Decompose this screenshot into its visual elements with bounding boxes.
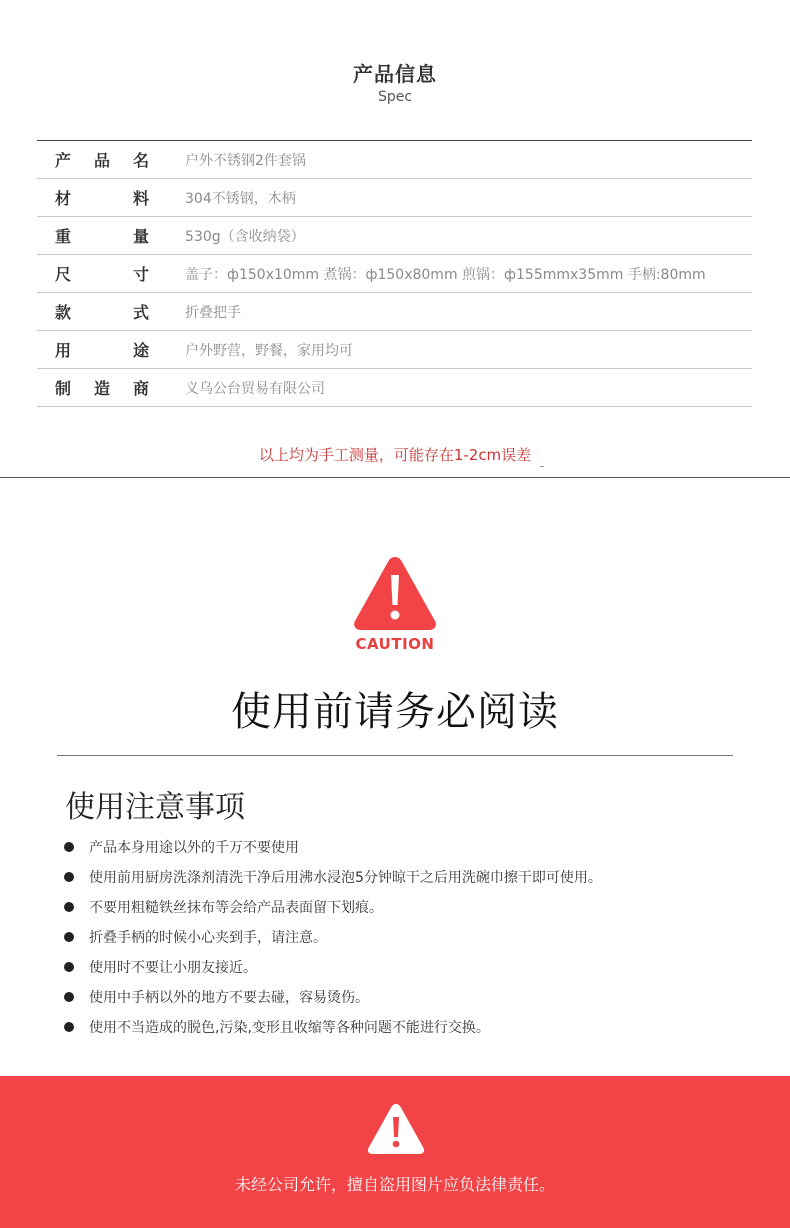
warning-triangle-icon <box>351 553 439 633</box>
decorative-dash <box>540 466 544 467</box>
note-text: 使用时不要让小朋友接近。 <box>89 960 257 976</box>
spec-value: 304不锈钢，木柄 <box>185 190 296 207</box>
bullet-icon <box>64 992 74 1002</box>
list-item <box>64 862 602 892</box>
spec-subtitle: Spec <box>377 89 413 105</box>
spec-table <box>37 140 752 407</box>
footer-banner <box>0 1076 790 1228</box>
note-text: 使用前用厨房洗涤剂清洗干净后用沸水浸泡5分钟晾干之后用洗碗巾擦干即可使用。 <box>89 870 602 886</box>
list-item <box>64 982 602 1012</box>
bullet-icon <box>64 962 74 972</box>
note-text: 不要用粗糙铁丝抹布等会给产品表面留下划痕。 <box>89 900 383 916</box>
measurement-note: 以上均为手工测量，可能存在1-2cm误差 <box>258 446 532 464</box>
spec-row <box>37 293 752 331</box>
bullet-icon <box>64 872 74 882</box>
list-item <box>64 952 602 982</box>
copyright-notice: 未经公司允许，擅自盗用图片应负法律责任。 <box>234 1175 555 1194</box>
spec-value: 户外不锈钢2件套锅 <box>185 152 306 169</box>
spec-label: 制造商 <box>55 379 149 398</box>
spec-label: 产品名 <box>55 151 149 170</box>
list-item <box>64 832 602 862</box>
spec-value: 折叠把手 <box>185 304 241 321</box>
list-item <box>64 892 602 922</box>
spec-value: 义乌公台贸易有限公司 <box>185 380 325 397</box>
notes-title: 使用注意事项 <box>65 790 245 825</box>
warning-triangle-icon <box>366 1102 426 1156</box>
spec-row <box>37 141 752 179</box>
spec-header <box>0 60 790 106</box>
spec-row <box>37 369 752 407</box>
spec-title: 产品信息 <box>353 62 437 86</box>
note-text: 产品本身用途以外的千万不要使用 <box>89 840 299 856</box>
bullet-icon <box>64 1022 74 1032</box>
note-text: 使用中手柄以外的地方不要去碰，容易烫伤。 <box>89 990 369 1006</box>
bullet-icon <box>64 902 74 912</box>
notes-list <box>64 832 602 1042</box>
spec-value: 530g（含收纳袋） <box>185 228 305 245</box>
spec-label: 款式 <box>55 303 149 322</box>
spec-row <box>37 255 752 293</box>
spec-row <box>37 179 752 217</box>
caution-label: CAUTION <box>355 635 435 653</box>
note-text: 折叠手柄的时候小心夹到手，请注意。 <box>89 930 327 946</box>
section-divider <box>0 477 790 478</box>
spec-label: 用途 <box>55 341 149 360</box>
spec-row <box>37 331 752 369</box>
spec-value: 盖子：ф150x10mm 煮锅：ф150x80mm 煎锅：ф155mmx35mm 手柄:80mm <box>185 266 706 283</box>
spec-value: 户外野营，野餐，家用均可 <box>185 342 353 359</box>
bullet-icon <box>64 842 74 852</box>
spec-label: 重量 <box>55 227 149 246</box>
must-read-headline: 使用前请务必阅读 <box>231 689 559 735</box>
note-text: 使用不当造成的脱色,污染,变形且收缩等各种问题不能进行交换。 <box>89 1020 490 1036</box>
list-item <box>64 922 602 952</box>
caution-block <box>0 553 790 653</box>
spec-row <box>37 217 752 255</box>
list-item <box>64 1012 602 1042</box>
spec-label: 材料 <box>55 189 149 208</box>
bullet-icon <box>64 932 74 942</box>
spec-label: 尺寸 <box>55 265 149 284</box>
headline-divider <box>57 755 733 756</box>
